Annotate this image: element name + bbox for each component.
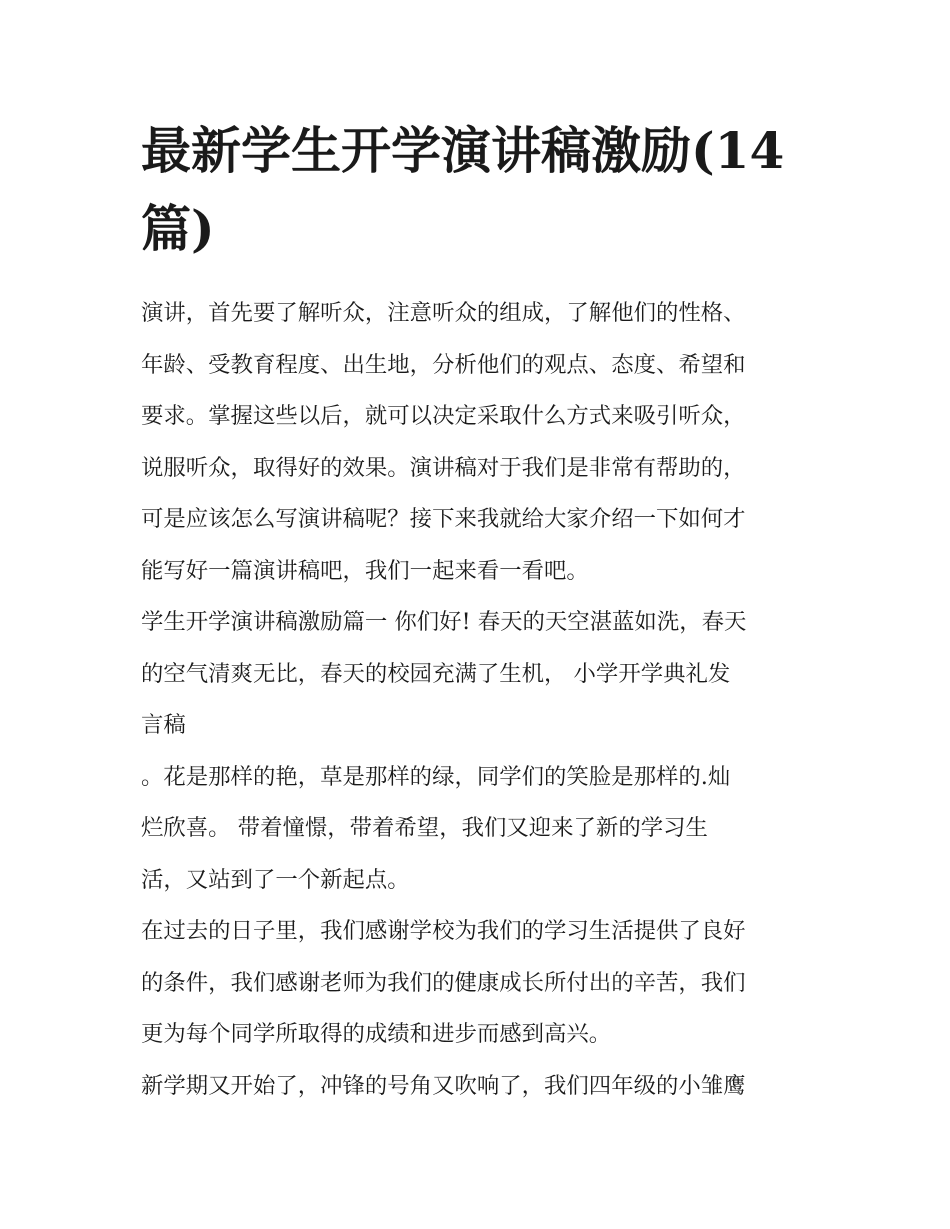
title-line-2: 篇) bbox=[141, 199, 215, 258]
text-line: 在过去的日子里，我们感谢学校为我们的学习生活提供了良好 bbox=[141, 918, 746, 944]
text-line: 言稿 bbox=[141, 712, 186, 738]
text-line: 可是应该怎么写演讲稿呢？接下来我就给大家介绍一下如何才 bbox=[141, 506, 746, 532]
text-line: 活，又站到了一个新起点。 bbox=[141, 866, 410, 893]
text-line: 烂欣喜。 带着憧憬，带着希望，我们又迎来了新的学习生 bbox=[141, 815, 708, 841]
text-line: 的空气清爽无比，春天的校园充满了生机， 小学开学典礼发 bbox=[141, 660, 731, 687]
text-line: 说服听众，取得好的效果。演讲稿对于我们是非常有帮助的， bbox=[141, 454, 746, 481]
text-line: 演讲，首先要了解听众，注意听众的组成，了解他们的性格、 bbox=[141, 300, 746, 326]
text-line: 要求。掌握这些以后，就可以决定采取什么方式来吸引听众， bbox=[141, 403, 746, 429]
speech-paragraph-1 bbox=[141, 597, 813, 752]
text-line: 。花是那样的艳，草是那样的绿，同学们的笑脸是那样的.灿 bbox=[141, 763, 731, 790]
text-line: 年龄、受教育程度、出生地，分析他们的观点、态度、希望和 bbox=[141, 351, 746, 378]
text-line: 学生开学演讲稿激励篇一 你们好! 春天的天空湛蓝如洗，春天 bbox=[141, 609, 747, 635]
document-title bbox=[141, 112, 785, 268]
title-line-1: 最新学生开学演讲稿激励(14 bbox=[141, 121, 785, 180]
speech-paragraph-3 bbox=[141, 906, 813, 1061]
speech-paragraph-2 bbox=[141, 752, 813, 907]
text-line: 能写好一篇演讲稿吧，我们一起来看一看吧。 bbox=[141, 557, 589, 584]
speech-paragraph-4 bbox=[141, 1061, 813, 1113]
text-line: 的条件，我们感谢老师为我们的健康成长所付出的辛苦，我们 bbox=[141, 969, 746, 996]
document-page bbox=[141, 112, 813, 1112]
intro-paragraph bbox=[141, 288, 813, 597]
text-line: 更为每个同学所取得的成绩和进步而感到高兴。 bbox=[141, 1021, 612, 1047]
text-line: 新学期又开始了，冲锋的号角又吹响了，我们四年级的小雏鹰 bbox=[141, 1072, 746, 1099]
